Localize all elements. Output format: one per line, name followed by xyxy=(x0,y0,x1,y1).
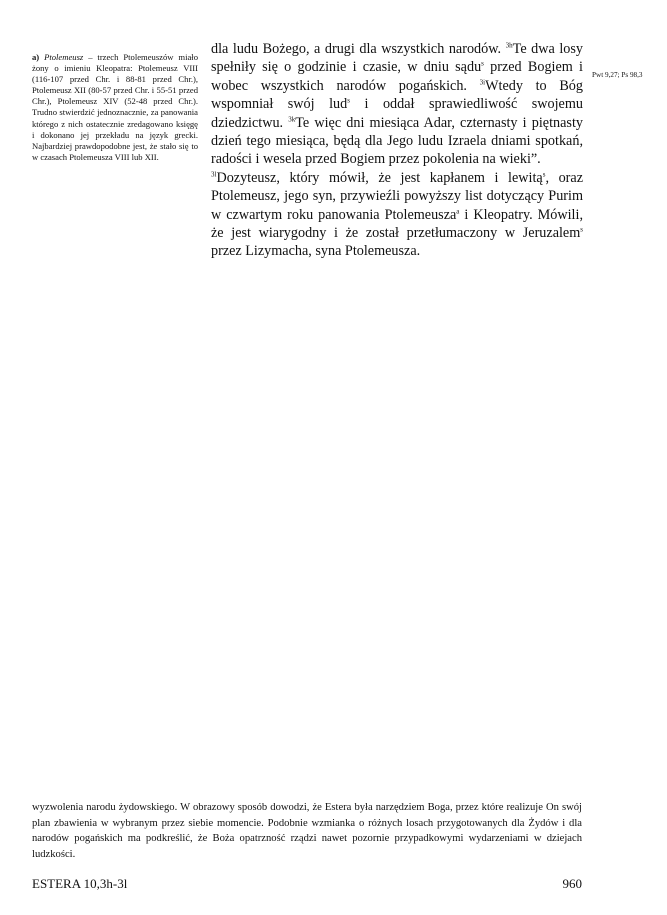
text-run: i Kleopatry. Mówili, że jest wiarygodny i że został przetłumaczony w Jeruzalem xyxy=(211,206,583,242)
verse-number: 3k xyxy=(288,114,296,123)
text-run: przed Bogiem i wobec wszystkich narodów pogańskich. xyxy=(211,59,583,94)
footnote-ref: s xyxy=(347,96,350,105)
text-run: dla ludu Bożego, a drugi dla wszystkich narodów. xyxy=(211,41,506,57)
cross-reference: Pwt 9,27; Ps 98,3 xyxy=(592,71,643,79)
text-run: i oddał sprawiedliwość swojemu dziedzictwu. xyxy=(211,96,583,131)
text-run: , oraz Ptolemeusz, jego syn, przywieźli powyższy list dotyczący Purim w czwartym roku panowania Ptolemeusza xyxy=(211,169,584,223)
main-text xyxy=(211,40,583,261)
running-footer-book-ref: ESTERA 10,3h-3l xyxy=(32,876,128,891)
footnote-ref: s xyxy=(481,59,484,68)
paragraph-2 xyxy=(211,169,583,261)
page-number: 960 xyxy=(562,876,582,891)
paragraph-1 xyxy=(211,40,583,169)
footnote-a xyxy=(32,52,198,163)
text-run: Wtedy to Bóg wspomniał swój lud xyxy=(211,77,583,113)
footnote-ref: s xyxy=(542,170,546,179)
text-run: Te więc dni miesiąca Adar, czternasty i piętnasty dzień tego miesiąca, będą dla Jego ludu Izraela dniami spotkań, radości i wesela przed Bogiem przez pokolenia na wieki”. xyxy=(211,114,583,168)
footnote-ref: a xyxy=(456,206,460,215)
footnote-term: Ptolemeusz xyxy=(44,52,84,62)
verse-number: 3l xyxy=(211,170,217,179)
footnote-marker: a) xyxy=(32,52,40,62)
footnote-ref: s xyxy=(580,225,583,234)
text-run: przez Lizymacha, syna Ptolemeusza. xyxy=(211,243,421,260)
bottom-commentary: wyzwolenia narodu żydowskiego. W obrazowy sposób dowodzi, że Estera była narzędziem Boga, przez które realizuje On swój plan zbawienia w wybranym przez siebie momencie. Podobnie wzmianka o różnych losach przygotowanych dla Żydów i dla narodów pogańskich ma podkreślić, że Boża opatrzność rządzi nawet pozornie przypadkowymi wydarzeniami w dziejach ludzkości. xyxy=(32,802,582,860)
text-run: Te dwa losy spełniły się o godzinie i czasie, w dniu sądu xyxy=(211,41,583,76)
text-run: Dozyteusz, który mówił, że jest kapłanem i lewitą xyxy=(216,169,543,186)
verse-number: 3h xyxy=(505,41,513,50)
verse-number: 3i xyxy=(479,78,486,87)
footnote-text: – trzech Ptolemeuszów miało żony o imieniu Kleopatra: Ptolemeusz VIII (116-107 przed Chr. i 88-81 przed Chr.), Ptolemeusz XII (80-57 przed Chr. i 55-51 przed Chr.), Ptolemeusz XIV (52-48 przed Chr.). Trudno stwierdzić jednoznacznie, za panowania którego z nich ostatecznie zredagowano księgę i dokonano jej przekładu na język grecki. Najbardziej prawdopodobne jest, że stało się to w czasach Ptolemeusza VIII lub XII. xyxy=(32,52,198,162)
